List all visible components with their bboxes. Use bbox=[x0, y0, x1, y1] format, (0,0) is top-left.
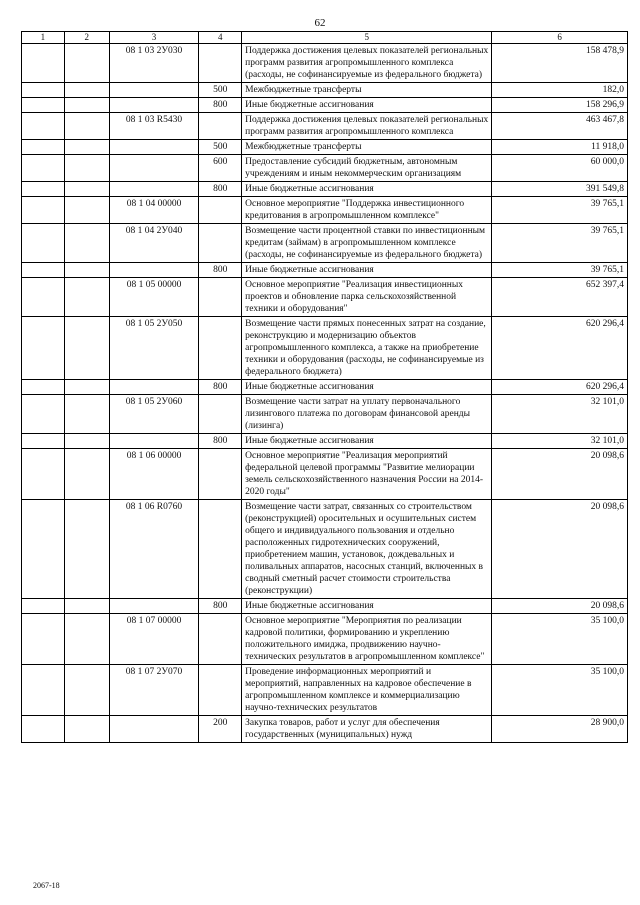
cell-target-code bbox=[109, 263, 199, 278]
cell-amount: 11 918,0 bbox=[492, 140, 628, 155]
cell-amount: 20 098,6 bbox=[492, 449, 628, 500]
cell-expense-type: 600 bbox=[199, 155, 242, 182]
cell-col1 bbox=[22, 665, 65, 716]
cell-name: Иные бюджетные ассигнования bbox=[242, 98, 492, 113]
cell-target-code bbox=[109, 434, 199, 449]
table-row bbox=[22, 182, 628, 197]
cell-col2 bbox=[64, 197, 109, 224]
cell-expense-type: 200 bbox=[199, 716, 242, 743]
cell-col1 bbox=[22, 500, 65, 599]
cell-expense-type bbox=[199, 665, 242, 716]
cell-col2 bbox=[64, 44, 109, 83]
cell-col2 bbox=[64, 182, 109, 197]
cell-name: Иные бюджетные ассигнования bbox=[242, 434, 492, 449]
cell-col2 bbox=[64, 665, 109, 716]
cell-expense-type bbox=[199, 197, 242, 224]
table-row bbox=[22, 665, 628, 716]
cell-col2 bbox=[64, 449, 109, 500]
cell-target-code: 08 1 06 R0760 bbox=[109, 500, 199, 599]
column-number-row bbox=[22, 32, 628, 44]
cell-expense-type bbox=[199, 449, 242, 500]
cell-name: Основное мероприятие "Мероприятия по реализации кадровой политики, формированию и укреплению положительного имиджа, продвижению научно-технических результатов в агропромышленном комплексе" bbox=[242, 614, 492, 665]
cell-col1 bbox=[22, 197, 65, 224]
table-row bbox=[22, 716, 628, 743]
cell-amount: 32 101,0 bbox=[492, 395, 628, 434]
table-row bbox=[22, 395, 628, 434]
cell-amount: 39 765,1 bbox=[492, 224, 628, 263]
cell-amount: 463 467,8 bbox=[492, 113, 628, 140]
cell-col2 bbox=[64, 98, 109, 113]
cell-col2 bbox=[64, 317, 109, 380]
cell-amount: 620 296,4 bbox=[492, 380, 628, 395]
cell-col1 bbox=[22, 98, 65, 113]
table-row bbox=[22, 44, 628, 83]
cell-amount: 35 100,0 bbox=[492, 665, 628, 716]
table-row bbox=[22, 500, 628, 599]
cell-target-code: 08 1 04 00000 bbox=[109, 197, 199, 224]
cell-col1 bbox=[22, 599, 65, 614]
table-row bbox=[22, 380, 628, 395]
column-header: 3 bbox=[109, 32, 199, 44]
cell-name: Возмещение части затрат, связанных со строительством (реконструкцией) оросительных и осушительных систем общего и индивидуального пользования и отдельно расположенных гидротехнических сооружений, приобретением машин, установок, дождевальных и поливальных аппаратов, насосных станций, включенных в сводный сметный расчет стоимости строительства (реконструкции) bbox=[242, 500, 492, 599]
cell-target-code: 08 1 05 2У050 bbox=[109, 317, 199, 380]
cell-expense-type: 800 bbox=[199, 599, 242, 614]
cell-name: Межбюджетные трансферты bbox=[242, 140, 492, 155]
cell-name: Иные бюджетные ассигнования bbox=[242, 263, 492, 278]
cell-col2 bbox=[64, 434, 109, 449]
cell-expense-type bbox=[199, 278, 242, 317]
cell-expense-type: 800 bbox=[199, 380, 242, 395]
cell-target-code bbox=[109, 599, 199, 614]
cell-col2 bbox=[64, 599, 109, 614]
cell-amount: 32 101,0 bbox=[492, 434, 628, 449]
cell-target-code bbox=[109, 155, 199, 182]
cell-col2 bbox=[64, 263, 109, 278]
cell-col2 bbox=[64, 380, 109, 395]
table-body bbox=[22, 44, 628, 743]
cell-amount: 20 098,6 bbox=[492, 500, 628, 599]
cell-name: Основное мероприятие "Реализация мероприятий федеральной целевой программы "Развитие мелиорации земель сельскохозяйственного назначения России на 2014-2020 годы" bbox=[242, 449, 492, 500]
cell-expense-type: 500 bbox=[199, 83, 242, 98]
cell-amount: 35 100,0 bbox=[492, 614, 628, 665]
cell-amount: 158 296,9 bbox=[492, 98, 628, 113]
cell-col2 bbox=[64, 278, 109, 317]
cell-target-code bbox=[109, 716, 199, 743]
cell-expense-type bbox=[199, 44, 242, 83]
cell-expense-type: 500 bbox=[199, 140, 242, 155]
table-row bbox=[22, 263, 628, 278]
cell-target-code bbox=[109, 380, 199, 395]
table-row bbox=[22, 434, 628, 449]
cell-amount: 39 765,1 bbox=[492, 263, 628, 278]
cell-col1 bbox=[22, 113, 65, 140]
cell-name: Основное мероприятие "Реализация инвестиционных проектов и обновление парка сельскохозяйственной техники и оборудования" bbox=[242, 278, 492, 317]
table-row bbox=[22, 278, 628, 317]
cell-amount: 20 098,6 bbox=[492, 599, 628, 614]
cell-target-code: 08 1 03 2У030 bbox=[109, 44, 199, 83]
cell-amount: 391 549,8 bbox=[492, 182, 628, 197]
cell-target-code bbox=[109, 182, 199, 197]
cell-target-code bbox=[109, 98, 199, 113]
cell-expense-type bbox=[199, 317, 242, 380]
cell-target-code: 08 1 07 2У070 bbox=[109, 665, 199, 716]
cell-col2 bbox=[64, 224, 109, 263]
cell-col2 bbox=[64, 500, 109, 599]
cell-target-code: 08 1 04 2У040 bbox=[109, 224, 199, 263]
cell-name: Возмещение части прямых понесенных затрат на создание, реконструкцию и модернизацию объектов агропромышленного комплекса, а также на приобретение техники и оборудования (расходы, не софинансируемые из федерального бюджета) bbox=[242, 317, 492, 380]
cell-name: Поддержка достижения целевых показателей региональных программ развития агропромышленного комплекса (расходы, не софинансируемые из федерального бюджета) bbox=[242, 44, 492, 83]
page-number: 62 bbox=[314, 17, 326, 29]
column-header: 1 bbox=[22, 32, 65, 44]
cell-name: Поддержка достижения целевых показателей региональных программ развития агропромышленного комплекса bbox=[242, 113, 492, 140]
cell-name: Предоставление субсидий бюджетным, автономным учреждениям и иным некоммерческим организациям bbox=[242, 155, 492, 182]
cell-expense-type bbox=[199, 614, 242, 665]
cell-col2 bbox=[64, 614, 109, 665]
footer-code: 2067-18 bbox=[33, 881, 60, 890]
cell-col2 bbox=[64, 395, 109, 434]
cell-amount: 60 000,0 bbox=[492, 155, 628, 182]
cell-col2 bbox=[64, 140, 109, 155]
cell-col1 bbox=[22, 395, 65, 434]
table-row bbox=[22, 140, 628, 155]
cell-expense-type bbox=[199, 395, 242, 434]
cell-name: Закупка товаров, работ и услуг для обеспечения государственных (муниципальных) нужд bbox=[242, 716, 492, 743]
cell-target-code: 08 1 03 R5430 bbox=[109, 113, 199, 140]
cell-target-code bbox=[109, 140, 199, 155]
cell-target-code: 08 1 06 00000 bbox=[109, 449, 199, 500]
column-header: 5 bbox=[242, 32, 492, 44]
cell-name: Иные бюджетные ассигнования bbox=[242, 599, 492, 614]
table-row bbox=[22, 113, 628, 140]
cell-expense-type: 800 bbox=[199, 263, 242, 278]
cell-col2 bbox=[64, 155, 109, 182]
cell-expense-type: 800 bbox=[199, 182, 242, 197]
cell-name: Иные бюджетные ассигнования bbox=[242, 380, 492, 395]
cell-target-code: 08 1 07 00000 bbox=[109, 614, 199, 665]
cell-name: Возмещение части процентной ставки по инвестиционным кредитам (займам) в агропромышленном комплексе (расходы, не софинансируемые из федерального бюджета) bbox=[242, 224, 492, 263]
cell-col1 bbox=[22, 83, 65, 98]
cell-col1 bbox=[22, 140, 65, 155]
cell-expense-type: 800 bbox=[199, 98, 242, 113]
cell-expense-type: 800 bbox=[199, 434, 242, 449]
cell-expense-type bbox=[199, 113, 242, 140]
cell-col1 bbox=[22, 224, 65, 263]
cell-col1 bbox=[22, 614, 65, 665]
table-row bbox=[22, 155, 628, 182]
cell-name: Иные бюджетные ассигнования bbox=[242, 182, 492, 197]
column-header: 6 bbox=[492, 32, 628, 44]
cell-col1 bbox=[22, 155, 65, 182]
cell-col1 bbox=[22, 716, 65, 743]
cell-col2 bbox=[64, 113, 109, 140]
table-row bbox=[22, 599, 628, 614]
column-header: 4 bbox=[199, 32, 242, 44]
cell-expense-type bbox=[199, 224, 242, 263]
table-row bbox=[22, 197, 628, 224]
cell-col2 bbox=[64, 83, 109, 98]
cell-target-code bbox=[109, 83, 199, 98]
cell-amount: 28 900,0 bbox=[492, 716, 628, 743]
cell-col1 bbox=[22, 263, 65, 278]
cell-name: Межбюджетные трансферты bbox=[242, 83, 492, 98]
cell-name: Проведение информационных мероприятий и мероприятий, направленных на кадровое обеспечение в агропромышленном комплексе и коммерциализацию научно-технических результатов bbox=[242, 665, 492, 716]
cell-name: Возмещение части затрат на уплату первоначального лизингового платежа по договорам финансовой аренды (лизинга) bbox=[242, 395, 492, 434]
table-row bbox=[22, 614, 628, 665]
cell-amount: 39 765,1 bbox=[492, 197, 628, 224]
column-header: 2 bbox=[64, 32, 109, 44]
cell-target-code: 08 1 05 2У060 bbox=[109, 395, 199, 434]
cell-amount: 158 478,9 bbox=[492, 44, 628, 83]
cell-amount: 182,0 bbox=[492, 83, 628, 98]
cell-col1 bbox=[22, 380, 65, 395]
cell-amount: 620 296,4 bbox=[492, 317, 628, 380]
table-row bbox=[22, 224, 628, 263]
table-row bbox=[22, 449, 628, 500]
cell-col1 bbox=[22, 434, 65, 449]
cell-target-code: 08 1 05 00000 bbox=[109, 278, 199, 317]
table-row bbox=[22, 317, 628, 380]
cell-amount: 652 397,4 bbox=[492, 278, 628, 317]
cell-name: Основное мероприятие "Поддержка инвестиционного кредитования в агропромышленном комплексе" bbox=[242, 197, 492, 224]
cell-col1 bbox=[22, 317, 65, 380]
cell-col1 bbox=[22, 182, 65, 197]
cell-col1 bbox=[22, 44, 65, 83]
cell-col2 bbox=[64, 716, 109, 743]
cell-col1 bbox=[22, 278, 65, 317]
table-row bbox=[22, 83, 628, 98]
cell-expense-type bbox=[199, 500, 242, 599]
budget-table bbox=[21, 31, 628, 743]
table-row bbox=[22, 98, 628, 113]
cell-col1 bbox=[22, 449, 65, 500]
